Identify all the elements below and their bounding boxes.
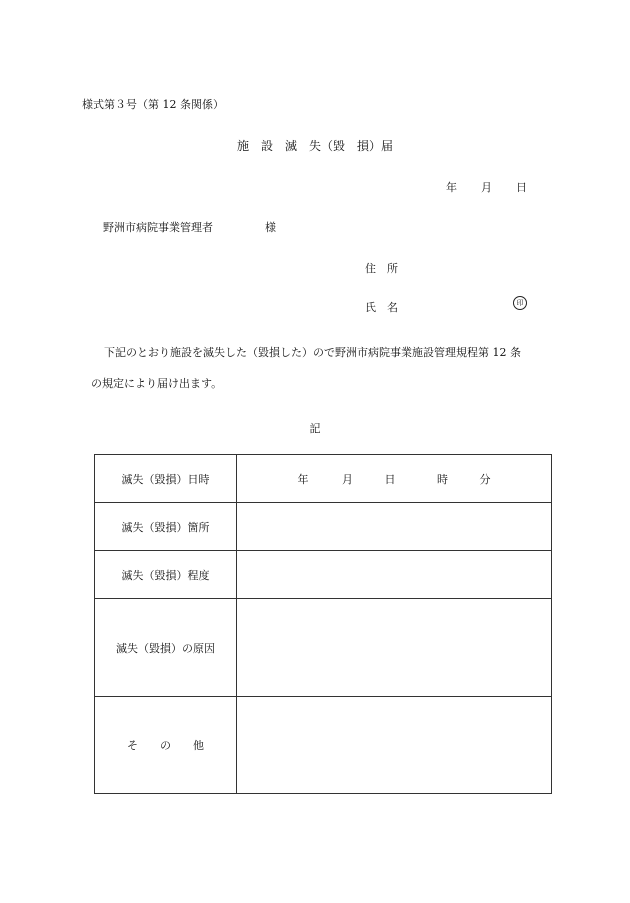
row-label-extent: 滅失（毀損）程度 bbox=[95, 551, 237, 599]
detail-table bbox=[94, 454, 552, 794]
cause-field[interactable] bbox=[237, 599, 552, 696]
row-label-cause: 滅失（毀損）の原因 bbox=[95, 599, 237, 696]
seal-mark: 印 bbox=[513, 296, 527, 310]
name-label: 氏 名 bbox=[365, 301, 398, 314]
unit-hour: 時 bbox=[437, 472, 448, 486]
unit-day: 日 bbox=[384, 472, 396, 486]
other-field[interactable] bbox=[237, 696, 552, 793]
ki-heading: 記 bbox=[309, 422, 321, 435]
body-text-line-1: 下記のとおり施設を滅失した（毀損した）ので野洲市病院事業施設管理規程第 12 条 bbox=[104, 346, 521, 359]
table-row bbox=[95, 696, 552, 793]
date-month-label: 月 bbox=[481, 181, 492, 194]
unit-month: 月 bbox=[342, 472, 353, 486]
row-label-datetime: 滅失（毀損）日時 bbox=[95, 455, 237, 503]
row-label-other: そ の 他 bbox=[95, 696, 237, 793]
extent-field[interactable] bbox=[237, 551, 552, 599]
datetime-field[interactable] bbox=[237, 455, 552, 503]
table-row bbox=[95, 503, 552, 551]
unit-minute: 分 bbox=[479, 472, 491, 486]
address-label: 住 所 bbox=[365, 262, 398, 275]
addressee-honorific: 様 bbox=[265, 221, 276, 234]
date-year-label: 年 bbox=[446, 181, 457, 194]
date-day-label: 日 bbox=[516, 181, 527, 194]
document-title: 施 設 滅 失（毀 損）届 bbox=[236, 139, 393, 153]
row-label-location: 滅失（毀損）箇所 bbox=[95, 503, 237, 551]
location-field[interactable] bbox=[237, 503, 552, 551]
addressee-name: 野洲市病院事業管理者 bbox=[103, 221, 213, 234]
table-row bbox=[95, 599, 552, 696]
form-number: 様式第３号（第 12 条関係） bbox=[82, 98, 224, 111]
body-text-line-2: の規定により届け出ます。 bbox=[91, 377, 223, 390]
table-row bbox=[95, 551, 552, 599]
table-row bbox=[95, 455, 552, 503]
unit-year: 年 bbox=[297, 472, 309, 486]
